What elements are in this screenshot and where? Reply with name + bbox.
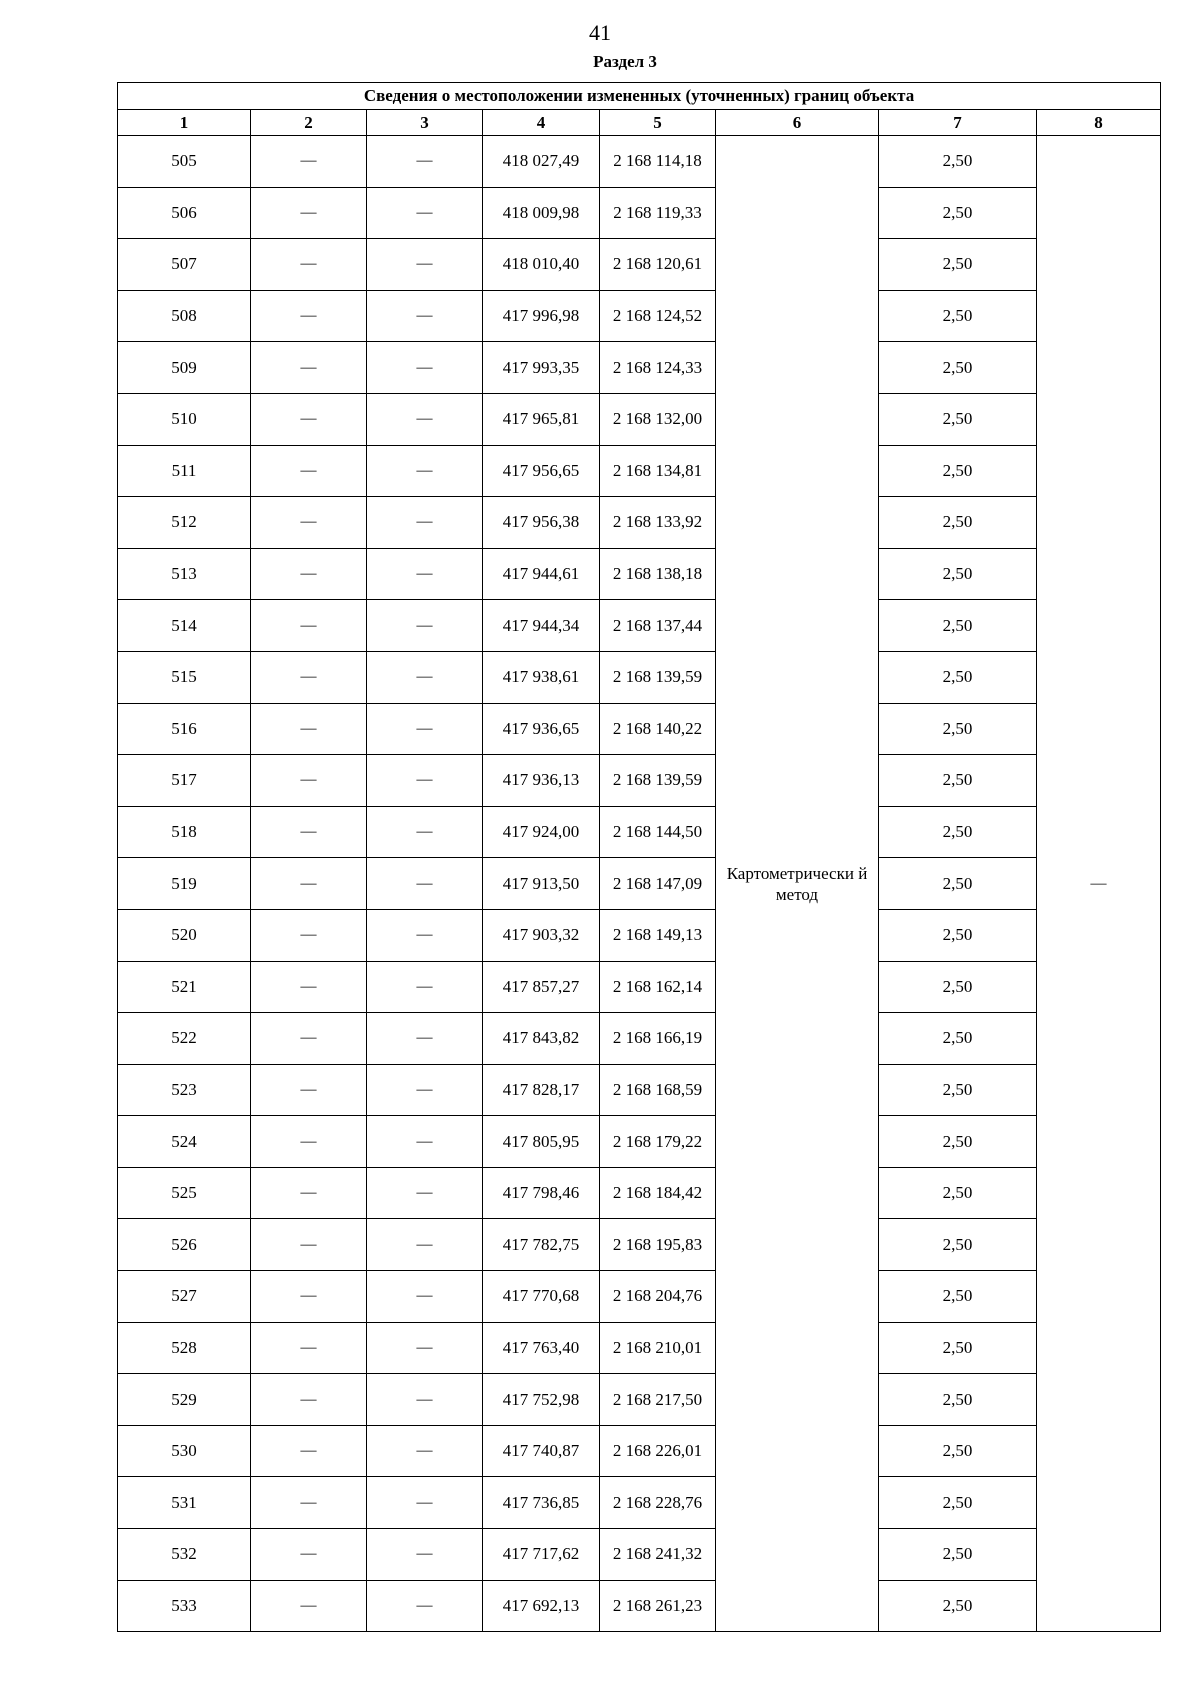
table-row (118, 1116, 1161, 1168)
column-3-cell: — (367, 1374, 483, 1426)
method-cell: Картометрически й метод (716, 136, 879, 1632)
column-3-cell: — (367, 497, 483, 549)
y-coordinate-cell: 2 168 114,18 (600, 136, 716, 188)
y-coordinate-cell: 2 168 149,13 (600, 909, 716, 961)
point-number-cell: 524 (118, 1116, 251, 1168)
table-row (118, 1374, 1161, 1426)
x-coordinate-cell: 417 828,17 (483, 1064, 600, 1116)
x-coordinate-cell: 417 752,98 (483, 1374, 600, 1426)
column-header-7: 7 (879, 110, 1037, 136)
accuracy-cell: 2,50 (879, 1167, 1037, 1219)
x-coordinate-cell: 417 944,61 (483, 548, 600, 600)
point-number-cell: 522 (118, 1013, 251, 1065)
accuracy-cell: 2,50 (879, 1271, 1037, 1323)
x-coordinate-cell: 417 805,95 (483, 1116, 600, 1168)
point-number-cell: 521 (118, 961, 251, 1013)
column-2-cell: — (251, 497, 367, 549)
column-2-cell: — (251, 1477, 367, 1529)
x-coordinate-cell: 417 763,40 (483, 1322, 600, 1374)
y-coordinate-cell: 2 168 138,18 (600, 548, 716, 600)
column-3-cell: — (367, 806, 483, 858)
table-row (118, 755, 1161, 807)
accuracy-cell: 2,50 (879, 961, 1037, 1013)
point-number-cell: 533 (118, 1580, 251, 1632)
point-number-cell: 507 (118, 239, 251, 291)
accuracy-cell: 2,50 (879, 755, 1037, 807)
y-coordinate-cell: 2 168 195,83 (600, 1219, 716, 1271)
point-number-cell: 529 (118, 1374, 251, 1426)
column-3-cell: — (367, 290, 483, 342)
x-coordinate-cell: 417 956,38 (483, 497, 600, 549)
x-coordinate-cell: 417 770,68 (483, 1271, 600, 1323)
column-3-cell: — (367, 600, 483, 652)
point-number-cell: 508 (118, 290, 251, 342)
column-header-1: 1 (118, 110, 251, 136)
column-header-2: 2 (251, 110, 367, 136)
y-coordinate-cell: 2 168 140,22 (600, 703, 716, 755)
column-3-cell: — (367, 651, 483, 703)
column-2-cell: — (251, 755, 367, 807)
point-number-cell: 530 (118, 1425, 251, 1477)
table-row (118, 290, 1161, 342)
accuracy-cell: 2,50 (879, 858, 1037, 910)
point-number-cell: 510 (118, 393, 251, 445)
column-2-cell: — (251, 1271, 367, 1323)
y-coordinate-cell: 2 168 261,23 (600, 1580, 716, 1632)
y-coordinate-cell: 2 168 144,50 (600, 806, 716, 858)
table-row (118, 548, 1161, 600)
column-header-6: 6 (716, 110, 879, 136)
table-row (118, 342, 1161, 394)
column-2-cell: — (251, 703, 367, 755)
column-2-cell: — (251, 342, 367, 394)
column-2-cell: — (251, 1219, 367, 1271)
column-3-cell: — (367, 755, 483, 807)
column-2-cell: — (251, 445, 367, 497)
table-row (118, 239, 1161, 291)
x-coordinate-cell: 417 938,61 (483, 651, 600, 703)
column-3-cell: — (367, 1322, 483, 1374)
point-number-cell: 526 (118, 1219, 251, 1271)
column-3-cell: — (367, 909, 483, 961)
y-coordinate-cell: 2 168 137,44 (600, 600, 716, 652)
table-row (118, 136, 1161, 188)
x-coordinate-cell: 417 956,65 (483, 445, 600, 497)
column-3-cell: — (367, 961, 483, 1013)
column-2-cell: — (251, 1529, 367, 1581)
y-coordinate-cell: 2 168 210,01 (600, 1322, 716, 1374)
y-coordinate-cell: 2 168 168,59 (600, 1064, 716, 1116)
y-coordinate-cell: 2 168 204,76 (600, 1271, 716, 1323)
table-row (118, 651, 1161, 703)
column-2-cell: — (251, 239, 367, 291)
accuracy-cell: 2,50 (879, 1374, 1037, 1426)
column-2-cell: — (251, 1013, 367, 1065)
y-coordinate-cell: 2 168 147,09 (600, 858, 716, 910)
point-number-cell: 527 (118, 1271, 251, 1323)
accuracy-cell: 2,50 (879, 393, 1037, 445)
x-coordinate-cell: 417 913,50 (483, 858, 600, 910)
column-3-cell: — (367, 548, 483, 600)
column-3-cell: — (367, 858, 483, 910)
y-coordinate-cell: 2 168 179,22 (600, 1116, 716, 1168)
x-coordinate-cell: 417 924,00 (483, 806, 600, 858)
y-coordinate-cell: 2 168 124,33 (600, 342, 716, 394)
column-2-cell: — (251, 1425, 367, 1477)
y-coordinate-cell: 2 168 226,01 (600, 1425, 716, 1477)
point-number-cell: 516 (118, 703, 251, 755)
column-3-cell: — (367, 342, 483, 394)
x-coordinate-cell: 417 993,35 (483, 342, 600, 394)
x-coordinate-cell: 418 010,40 (483, 239, 600, 291)
point-number-cell: 513 (118, 548, 251, 600)
point-number-cell: 514 (118, 600, 251, 652)
accuracy-cell: 2,50 (879, 806, 1037, 858)
y-coordinate-cell: 2 168 162,14 (600, 961, 716, 1013)
x-coordinate-cell: 417 736,85 (483, 1477, 600, 1529)
accuracy-cell: 2,50 (879, 497, 1037, 549)
point-number-cell: 532 (118, 1529, 251, 1581)
column-header-row (118, 110, 1161, 136)
column-2-cell: — (251, 1064, 367, 1116)
accuracy-cell: 2,50 (879, 1580, 1037, 1632)
table-row (118, 961, 1161, 1013)
table-row (118, 393, 1161, 445)
column-2-cell: — (251, 909, 367, 961)
table-row (118, 806, 1161, 858)
table-row (118, 1477, 1161, 1529)
table-row (118, 909, 1161, 961)
point-number-cell: 506 (118, 187, 251, 239)
boundary-coordinates-table (117, 82, 1161, 1632)
accuracy-cell: 2,50 (879, 651, 1037, 703)
point-number-cell: 519 (118, 858, 251, 910)
table-row (118, 497, 1161, 549)
column-3-cell: — (367, 239, 483, 291)
column-header-5: 5 (600, 110, 716, 136)
column-header-8: 8 (1037, 110, 1161, 136)
y-coordinate-cell: 2 168 133,92 (600, 497, 716, 549)
column-3-cell: — (367, 1477, 483, 1529)
y-coordinate-cell: 2 168 124,52 (600, 290, 716, 342)
accuracy-cell: 2,50 (879, 1116, 1037, 1168)
column-2-cell: — (251, 961, 367, 1013)
column-2-cell: — (251, 1374, 367, 1426)
x-coordinate-cell: 417 857,27 (483, 961, 600, 1013)
column-2-cell: — (251, 136, 367, 188)
accuracy-cell: 2,50 (879, 1064, 1037, 1116)
table-row (118, 1013, 1161, 1065)
point-number-cell: 511 (118, 445, 251, 497)
point-number-cell: 525 (118, 1167, 251, 1219)
y-coordinate-cell: 2 168 134,81 (600, 445, 716, 497)
accuracy-cell: 2,50 (879, 909, 1037, 961)
page-number: 41 (589, 20, 611, 45)
x-coordinate-cell: 417 782,75 (483, 1219, 600, 1271)
column-2-cell: — (251, 1580, 367, 1632)
point-number-cell: 520 (118, 909, 251, 961)
x-coordinate-cell: 417 798,46 (483, 1167, 600, 1219)
y-coordinate-cell: 2 168 139,59 (600, 755, 716, 807)
table-row (118, 445, 1161, 497)
column-3-cell: — (367, 136, 483, 188)
x-coordinate-cell: 417 965,81 (483, 393, 600, 445)
column-3-cell: — (367, 445, 483, 497)
table-row (118, 1425, 1161, 1477)
column-2-cell: — (251, 858, 367, 910)
column-2-cell: — (251, 1116, 367, 1168)
table-row (118, 1271, 1161, 1323)
y-coordinate-cell: 2 168 119,33 (600, 187, 716, 239)
table-row (118, 187, 1161, 239)
accuracy-cell: 2,50 (879, 548, 1037, 600)
column-3-cell: — (367, 1167, 483, 1219)
accuracy-cell: 2,50 (879, 1425, 1037, 1477)
accuracy-cell: 2,50 (879, 445, 1037, 497)
x-coordinate-cell: 417 996,98 (483, 290, 600, 342)
accuracy-cell: 2,50 (879, 187, 1037, 239)
x-coordinate-cell: 417 717,62 (483, 1529, 600, 1581)
column-2-cell: — (251, 600, 367, 652)
table-row (118, 1064, 1161, 1116)
x-coordinate-cell: 417 903,32 (483, 909, 600, 961)
y-coordinate-cell: 2 168 184,42 (600, 1167, 716, 1219)
accuracy-cell: 2,50 (879, 1219, 1037, 1271)
x-coordinate-cell: 417 692,13 (483, 1580, 600, 1632)
y-coordinate-cell: 2 168 228,76 (600, 1477, 716, 1529)
point-number-cell: 531 (118, 1477, 251, 1529)
accuracy-cell: 2,50 (879, 1529, 1037, 1581)
column-3-cell: — (367, 1064, 483, 1116)
accuracy-cell: 2,50 (879, 1477, 1037, 1529)
y-coordinate-cell: 2 168 139,59 (600, 651, 716, 703)
x-coordinate-cell: 417 944,34 (483, 600, 600, 652)
column-2-cell: — (251, 1167, 367, 1219)
x-coordinate-cell: 417 936,65 (483, 703, 600, 755)
table-row (118, 1167, 1161, 1219)
accuracy-cell: 2,50 (879, 239, 1037, 291)
column-header-4: 4 (483, 110, 600, 136)
point-number-cell: 517 (118, 755, 251, 807)
x-coordinate-cell: 418 009,98 (483, 187, 600, 239)
column-2-cell: — (251, 290, 367, 342)
table-row (118, 600, 1161, 652)
accuracy-cell: 2,50 (879, 1013, 1037, 1065)
y-coordinate-cell: 2 168 120,61 (600, 239, 716, 291)
point-number-cell: 515 (118, 651, 251, 703)
column-2-cell: — (251, 548, 367, 600)
column-3-cell: — (367, 1425, 483, 1477)
point-number-cell: 523 (118, 1064, 251, 1116)
column-8-cell: — (1037, 136, 1161, 1632)
column-3-cell: — (367, 1529, 483, 1581)
table-caption: Сведения о местоположении измененных (уточненных) границ объекта (118, 83, 1161, 110)
table-row (118, 1219, 1161, 1271)
column-3-cell: — (367, 1013, 483, 1065)
column-3-cell: — (367, 1219, 483, 1271)
column-2-cell: — (251, 1322, 367, 1374)
column-3-cell: — (367, 393, 483, 445)
column-3-cell: — (367, 1116, 483, 1168)
column-3-cell: — (367, 187, 483, 239)
y-coordinate-cell: 2 168 166,19 (600, 1013, 716, 1065)
table-body (118, 136, 1161, 1632)
x-coordinate-cell: 417 936,13 (483, 755, 600, 807)
point-number-cell: 512 (118, 497, 251, 549)
column-2-cell: — (251, 806, 367, 858)
column-header-3: 3 (367, 110, 483, 136)
accuracy-cell: 2,50 (879, 1322, 1037, 1374)
accuracy-cell: 2,50 (879, 290, 1037, 342)
x-coordinate-cell: 418 027,49 (483, 136, 600, 188)
accuracy-cell: 2,50 (879, 703, 1037, 755)
column-3-cell: — (367, 1271, 483, 1323)
point-number-cell: 528 (118, 1322, 251, 1374)
y-coordinate-cell: 2 168 241,32 (600, 1529, 716, 1581)
point-number-cell: 509 (118, 342, 251, 394)
x-coordinate-cell: 417 740,87 (483, 1425, 600, 1477)
accuracy-cell: 2,50 (879, 342, 1037, 394)
column-2-cell: — (251, 651, 367, 703)
column-3-cell: — (367, 1580, 483, 1632)
point-number-cell: 505 (118, 136, 251, 188)
column-3-cell: — (367, 703, 483, 755)
table-row (118, 1322, 1161, 1374)
y-coordinate-cell: 2 168 217,50 (600, 1374, 716, 1426)
table-row (118, 858, 1161, 910)
table-row (118, 1580, 1161, 1632)
accuracy-cell: 2,50 (879, 136, 1037, 188)
column-2-cell: — (251, 393, 367, 445)
column-2-cell: — (251, 187, 367, 239)
accuracy-cell: 2,50 (879, 600, 1037, 652)
table-row (118, 1529, 1161, 1581)
table-row (118, 703, 1161, 755)
section-title: Раздел 3 (593, 52, 657, 71)
point-number-cell: 518 (118, 806, 251, 858)
x-coordinate-cell: 417 843,82 (483, 1013, 600, 1065)
y-coordinate-cell: 2 168 132,00 (600, 393, 716, 445)
